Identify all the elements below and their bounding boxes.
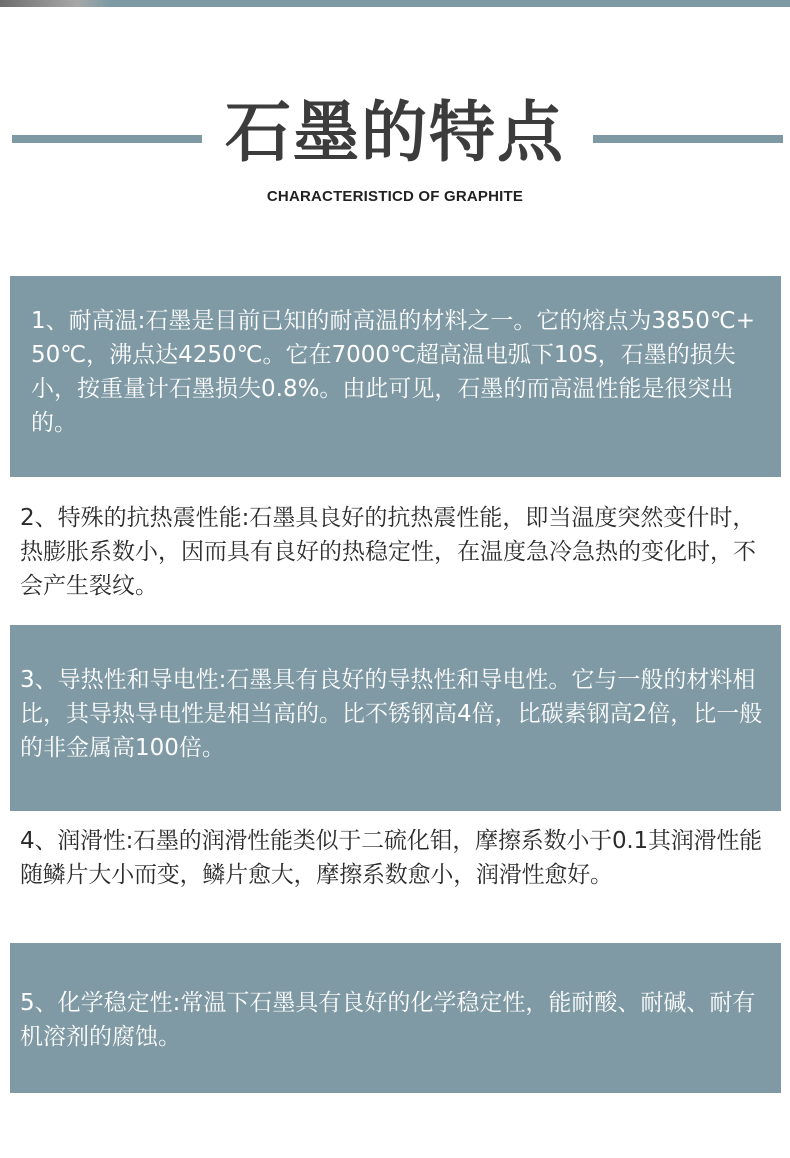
feature-conductivity — [10, 625, 781, 811]
feature-text: 2、特殊的抗热震性能:石墨具良好的抗热震性能，即当温度突然变什时，热膨胀系数小，因而具有良好的热稳定性，在温度急冷急热的变化时，不会产生裂纹。 — [20, 505, 756, 599]
page-subtitle: CHARACTERISTICD OF GRAPHITE — [266, 188, 524, 205]
title-left-rule — [12, 135, 202, 143]
feature-lubricity — [10, 824, 781, 934]
feature-chemical-stability — [10, 943, 781, 1093]
top-accent-strip — [0, 0, 790, 7]
feature-text: 1、耐高温:石墨是目前已知的耐高温的材料之一。它的熔点为3850℃+50℃，沸点达4250℃。它在7000℃超高温电弧下10S，石墨的损失小，按重量计石墨损失0.8%。由此可见，石墨的而高温性能是很突出的。 — [31, 308, 756, 436]
page-title: 石墨的特点 — [225, 94, 565, 171]
top-corner-accent — [0, 0, 110, 7]
feature-thermal-shock — [10, 497, 781, 609]
title-right-rule — [593, 135, 783, 143]
feature-text: 5、化学稳定性:常温下石墨具有良好的化学稳定性，能耐酸、耐碱、耐有机溶剂的腐蚀。 — [20, 990, 756, 1050]
feature-text: 3、导热性和导电性:石墨具有良好的导热性和导电性。它与一般的材料相比，其导热导电性是相当高的。比不锈钢高4倍，比碳素钢高2倍，比一般的非金属高100倍。 — [20, 667, 763, 761]
feature-text: 4、润滑性:石墨的润滑性能类似于二硫化钼，摩擦系数小于0.1其润滑性能随鳞片大小而变，鳞片愈大，摩擦系数愈小，润滑性愈好。 — [20, 828, 762, 888]
feature-high-temperature — [10, 276, 781, 477]
